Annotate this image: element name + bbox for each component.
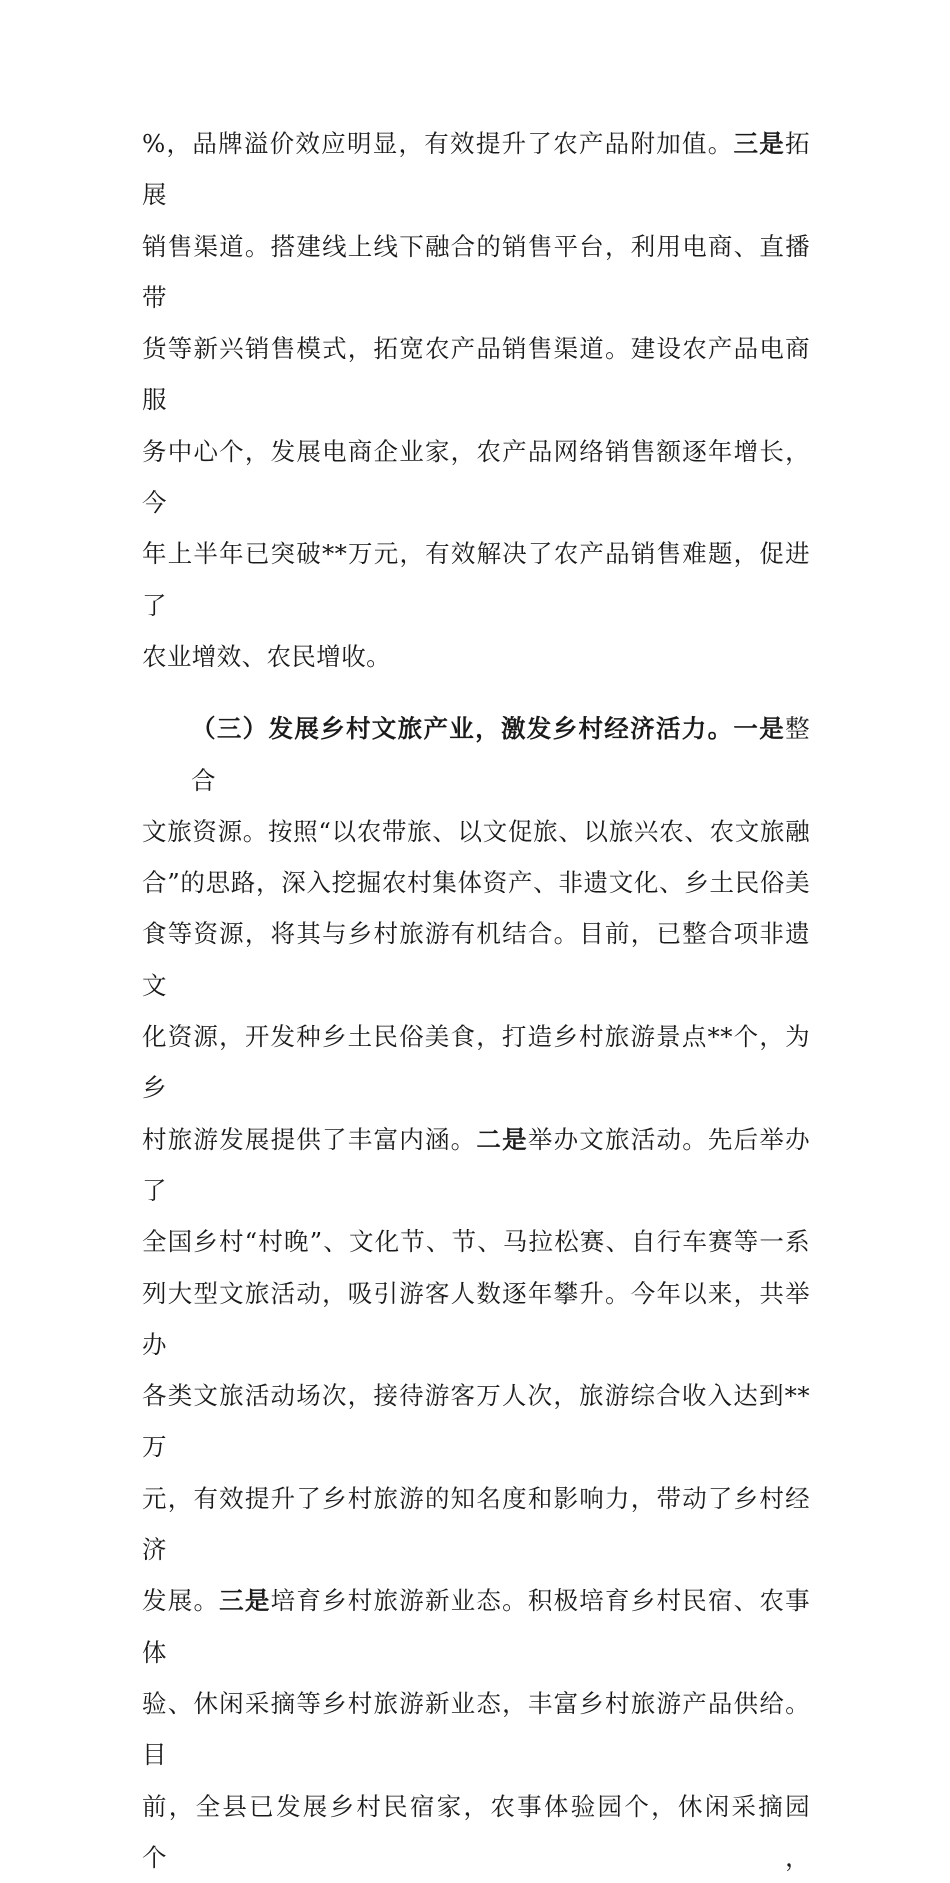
emphasis-text: 三是 bbox=[219, 1586, 270, 1615]
document-page bbox=[142, 118, 810, 1883]
text-line: 农业增效、农民增收。 bbox=[142, 631, 810, 682]
text-line: 元，有效提升了乡村旅游的知名度和影响力，带动了乡村经济 bbox=[142, 1473, 810, 1576]
paragraph-sales-channels bbox=[142, 118, 810, 682]
text-line: 货等新兴销售模式，拓宽农产品销售渠道。建设农产品电商服 bbox=[142, 323, 810, 426]
text-line: 销售渠道。搭建线上线下融合的销售平台，利用电商、直播带 bbox=[142, 221, 810, 324]
text-line: 食等资源，将其与乡村旅游有机结合。目前，已整合项非遗文 bbox=[142, 908, 810, 1011]
text-line: 合”的思路，深入挖掘农村集体资产、非遗文化、乡土民俗美 bbox=[142, 857, 810, 908]
text-line: 村旅游发展提供了丰富内涵。二是举办文旅活动。先后举办了 bbox=[142, 1114, 810, 1217]
text-line: 发展。三是培育乡村旅游新业态。积极培育乡村民宿、农事体 bbox=[142, 1575, 810, 1678]
text-line: 全国乡村“村晚”、文化节、节、马拉松赛、自行车赛等一系 bbox=[142, 1216, 810, 1267]
text-line: 化资源，开发种乡土民俗美食，打造乡村旅游景点**个，为乡 bbox=[142, 1011, 810, 1114]
paragraph-cultural-tourism bbox=[142, 703, 810, 1883]
emphasis-text: 三是 bbox=[734, 129, 786, 158]
text-line: 务中心个，发展电商企业家，农产品网络销售额逐年增长，今 bbox=[142, 426, 810, 529]
section-heading: （三）发展乡村文旅产业，激发乡村经济活力。一是 bbox=[191, 714, 785, 743]
text-line: 验、休闲采摘等乡村旅游新业态，丰富乡村旅游产品供给。目 bbox=[142, 1678, 810, 1781]
text-line: 文旅资源。按照“以农带旅、以文促旅、以旅兴农、农文旅融 bbox=[142, 806, 810, 857]
text-line: %，品牌溢价效应明显，有效提升了农产品附加值。三是拓展 bbox=[142, 118, 810, 221]
text-line: 各类文旅活动场次，接待游客万人次，旅游综合收入达到**万 bbox=[142, 1370, 810, 1473]
emphasis-text: 二是 bbox=[476, 1125, 527, 1154]
text-line: 前，全县已发展乡村民宿家，农事体验园个，休闲采摘园个， bbox=[142, 1781, 810, 1883]
text-line: 列大型文旅活动，吸引游客人数逐年攀升。今年以来，共举办 bbox=[142, 1268, 810, 1371]
section-heading-line: （三）发展乡村文旅产业，激发乡村经济活力。一是整合 bbox=[142, 703, 810, 806]
text-line: 年上半年已突破**万元，有效解决了农产品销售难题，促进了 bbox=[142, 528, 810, 631]
